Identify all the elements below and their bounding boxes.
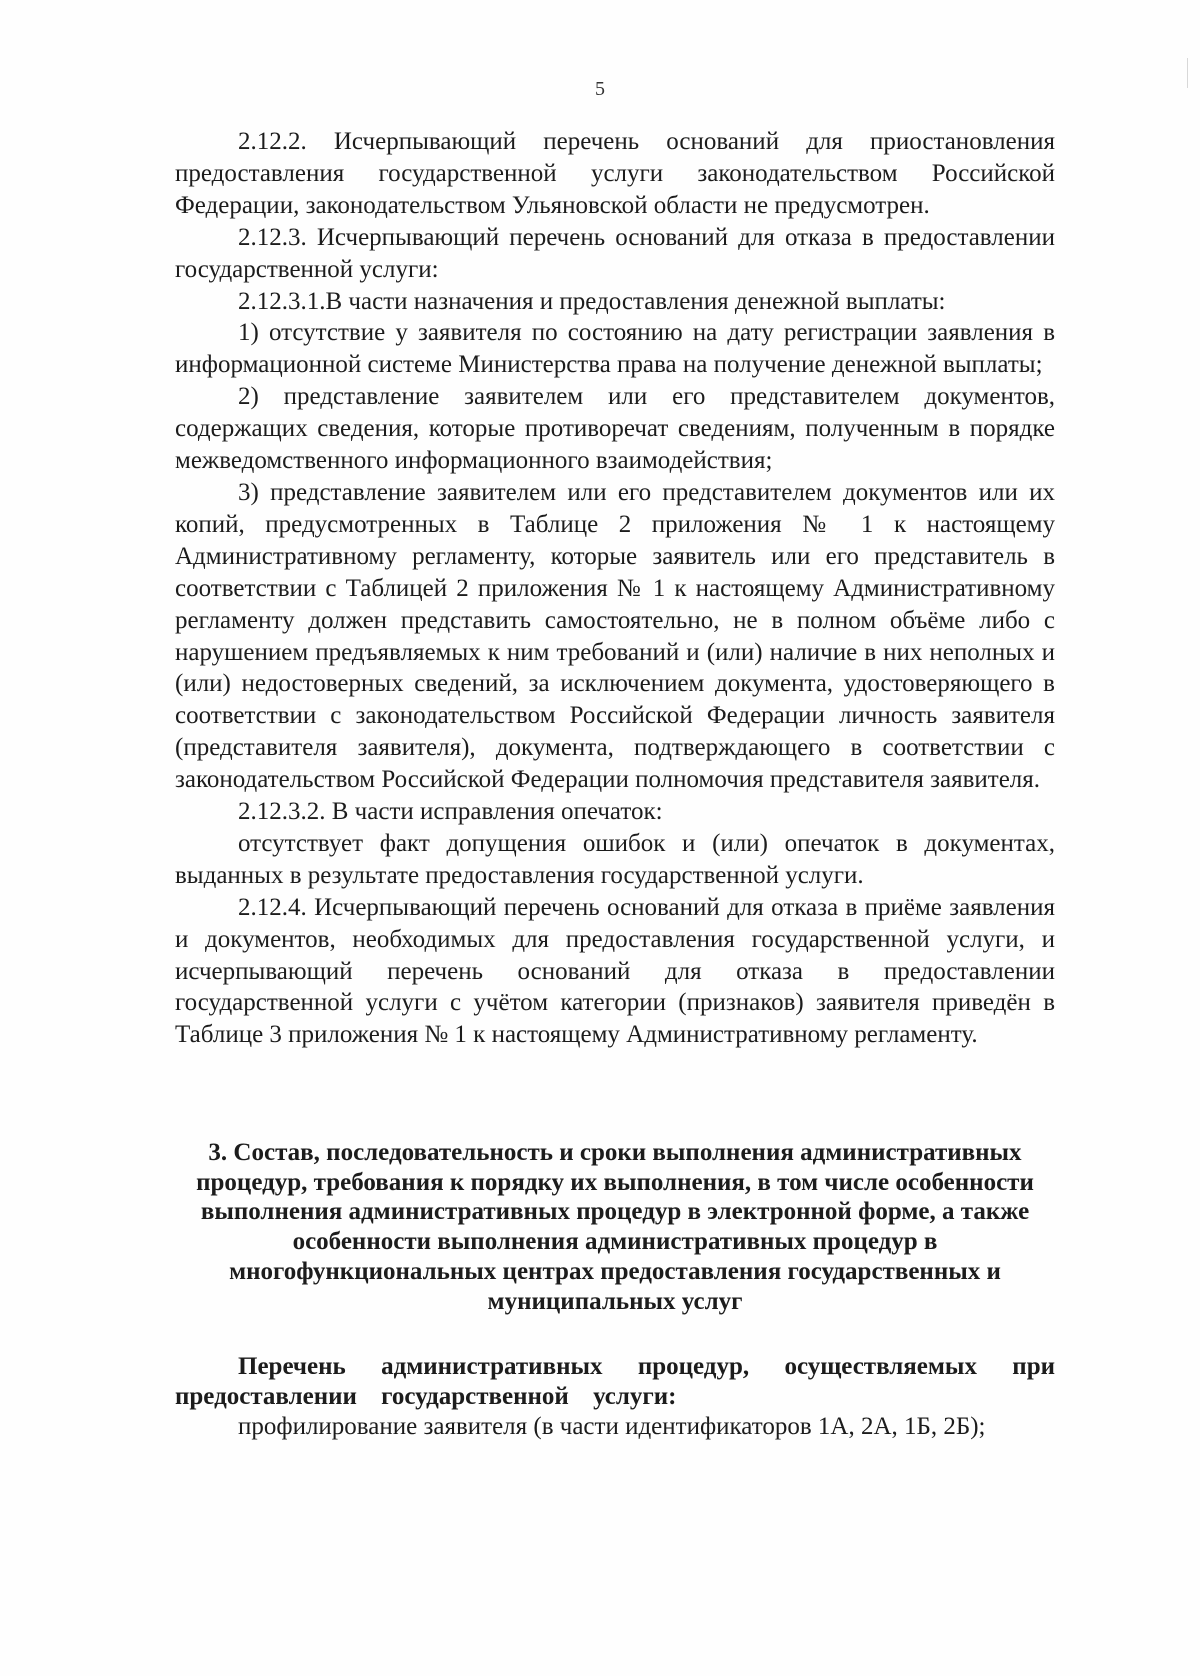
list-item-2: 2) представление заявителем или его представителем документов, содержащих сведения, которые противоречат сведениям, полученным в порядке межведомственного информационного взаимодействия; [175, 383, 1055, 475]
page-number: 5 [595, 78, 605, 100]
paragraph-2-12-4: 2.12.4. Исчерпывающий перечень оснований для отказа в приёме заявления и документов, необходимых для предоставления государственной услуги, и исчерпывающий перечень оснований для отказа в предоставлении государственной услуги с учётом категории (признаков) заявителя приведён в Таблице 3 приложения № 1 к настоящему Административному регламенту. [175, 893, 1055, 1049]
procedures-list-title: Перечень административных процедур, осуществляемых при предоставлении государственной услуги: [175, 1353, 1055, 1410]
section-3-heading: 3. Состав, последовательность и сроки выполнения административных процедур, требования к порядку их выполнения, в том числе особенности выполнения административных процедур в электронной форме, а также особенности выполнения административных процедур в многофункциональных центрах предоставления государственных и муниципальных услуг [196, 1139, 1034, 1315]
list-item-3: 3) представление заявителем или его представителем документов или их копий, предусмотренных в Таблице 2 приложения № 1 к настоящему Административному регламенту, которые заявитель или его представитель в соответствии с Таблицей 2 приложения № 1 к настоящему Административному регламенту должен представить самостоятельно, не в полном объёме либо с нарушением предъявляемых к ним требований и (или) наличие в них неполных и (или) недостоверных сведений, за исключением документа, удостоверяющего в соответствии с законодательством Российской Федерации личность заявителя (представителя заявителя), документа, подтверждающего в соответствии с законодательством Российской Федерации полномочия представителя заявителя. [175, 478, 1055, 794]
body-text [175, 126, 1055, 1051]
procedures-list [175, 1352, 1055, 1442]
procedure-item: профилирование заявителя (в части идентификаторов 1А, 2А, 1Б, 2Б); [238, 1413, 986, 1440]
paragraph-2-12-3: 2.12.3. Исчерпывающий перечень оснований для отказа в предоставлении государственной услуги: [175, 223, 1055, 283]
paragraph-2-12-2: 2.12.2. Исчерпывающий перечень оснований для приостановления предоставления государственной услуги законодательством Российской Федерации, законодательством Ульяновской области не предусмотрен. [175, 128, 1055, 219]
paragraph-2-12-3-1: 2.12.3.1.В части назначения и предоставления денежной выплаты: [238, 287, 946, 315]
paragraph-2-12-3-2: 2.12.3.2. В части исправления опечаток: [238, 798, 663, 826]
list-item-1: 1) отсутствие у заявителя по состоянию на дату регистрации заявления в информационной системе Министерства права на получение денежной выплаты; [175, 319, 1055, 379]
paragraph-typo-basis: отсутствует факт допущения ошибок и (или) опечаток в документах, выданных в результате предоставления государственной услуги. [175, 829, 1055, 889]
